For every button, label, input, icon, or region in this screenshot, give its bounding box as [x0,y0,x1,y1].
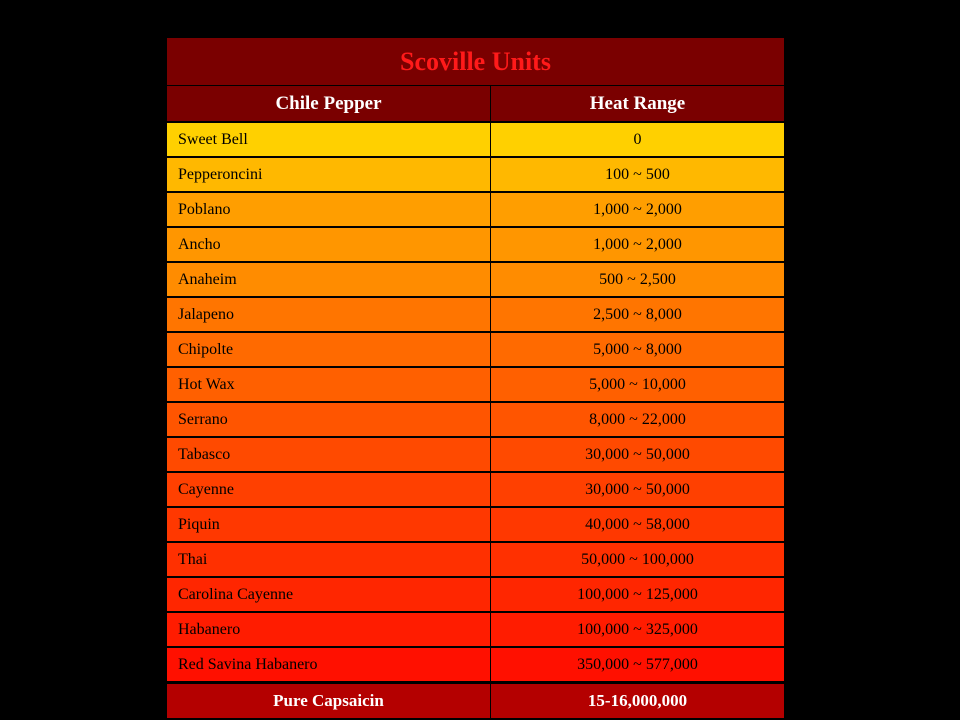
pepper-name: Sweet Bell [167,123,491,156]
pepper-name: Chipolte [167,333,491,366]
scoville-table [167,38,784,720]
table-row [167,158,784,192]
heat-range: 5,000 ~ 10,000 [589,375,686,393]
heat-range: 30,000 ~ 50,000 [585,480,690,498]
table-row [167,508,784,542]
pepper-name: Anaheim [167,263,491,296]
heat-range: 1,000 ~ 2,000 [593,235,682,253]
table-row [167,298,784,332]
heat-range: 350,000 ~ 577,000 [577,655,698,673]
heat-range: 500 ~ 2,500 [599,270,676,288]
table-row [167,228,784,262]
table-row [167,403,784,437]
table-row [167,193,784,227]
pepper-name: Ancho [167,228,491,261]
table-row [167,263,784,297]
pepper-name: Cayenne [167,473,491,506]
heat-range: 8,000 ~ 22,000 [589,410,686,428]
heat-range: 5,000 ~ 8,000 [593,340,682,358]
pepper-name: Tabasco [167,438,491,471]
table-row [167,543,784,577]
pepper-name: Serrano [167,403,491,436]
table-footer-row [167,684,784,718]
heat-range: 2,500 ~ 8,000 [593,305,682,323]
heat-range: 50,000 ~ 100,000 [581,550,694,568]
header-chile-pepper: Chile Pepper [167,86,491,121]
heat-range: 100,000 ~ 125,000 [577,585,698,603]
heat-range: 100,000 ~ 325,000 [577,620,698,638]
pepper-name: Thai [167,543,491,576]
table-row [167,648,784,682]
pepper-name: Carolina Cayenne [167,578,491,611]
table-row [167,333,784,367]
pepper-name: Pepperoncini [167,158,491,191]
footer-pure-capsaicin: Pure Capsaicin [167,684,491,718]
pepper-name: Habanero [167,613,491,646]
table-row [167,438,784,472]
footer-heat-range: 15-16,000,000 [587,691,688,710]
heat-range: 100 ~ 500 [605,165,670,183]
table-row [167,123,784,157]
pepper-name: Jalapeno [167,298,491,331]
table-row [167,473,784,507]
table-row [167,368,784,402]
table-row [167,578,784,612]
table-row [167,613,784,647]
table-title: Scoville Units [167,38,784,86]
table-header-row [167,86,784,122]
heat-range: 1,000 ~ 2,000 [593,200,682,218]
pepper-name: Red Savina Habanero [167,648,491,681]
heat-range: 0 [633,130,642,148]
header-heat-range: Heat Range [589,92,686,114]
heat-range: 30,000 ~ 50,000 [585,445,690,463]
pepper-name: Hot Wax [167,368,491,401]
pepper-name: Piquin [167,508,491,541]
pepper-name: Poblano [167,193,491,226]
heat-range: 40,000 ~ 58,000 [585,515,690,533]
